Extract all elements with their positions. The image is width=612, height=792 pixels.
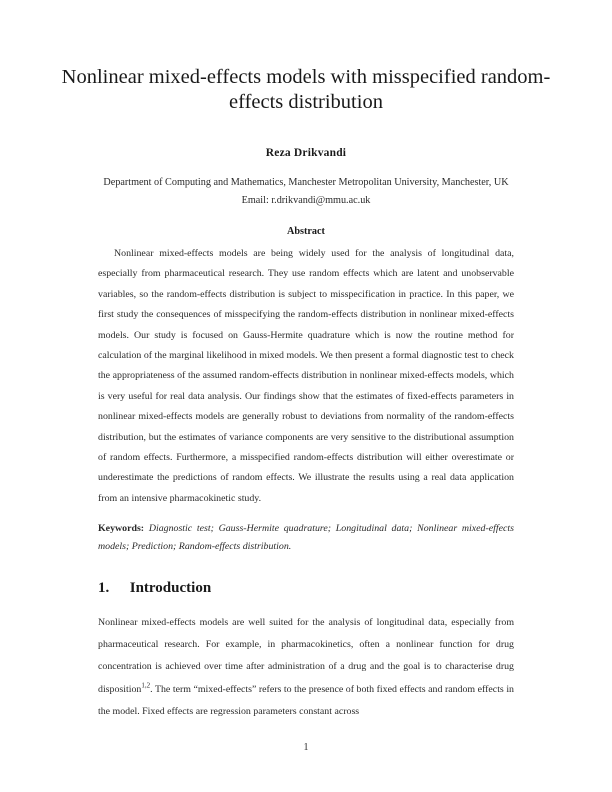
author-name: Reza Drikvandi — [265, 147, 347, 159]
keywords-text: Diagnostic test; Gauss-Hermite quadrature; Longitudinal data; Nonlinear mixed-effects models; Prediction; Random-effects distribution. — [98, 523, 514, 552]
abstract-heading: Abstract — [287, 226, 325, 237]
introduction-paragraph — [98, 612, 514, 723]
intro-text-part-1: Nonlinear mixed-effects models are well suited for the analysis of longitudinal data, especially from pharmaceutical research. For example, in pharmacokinetics, often a nonlinear function for drug concentration is achieved over time after administration of a drug and the goal is to characterise drug disposition — [98, 617, 514, 695]
page-number: 1 — [303, 742, 309, 753]
section-title: Introduction — [129, 580, 212, 596]
keywords — [98, 520, 514, 556]
section-number: 1. — [98, 580, 110, 596]
citation-superscript: 1,2 — [141, 681, 151, 690]
author-affiliation: Department of Computing and Mathematics, Manchester Metropolitan University, Manchester, UK — [103, 177, 509, 188]
abstract-body — [98, 244, 514, 509]
introduction-body — [98, 612, 514, 723]
author-email: Email: r.drikvandi@mmu.ac.uk — [241, 195, 371, 206]
intro-text-part-2: . The term “mixed-effects” refers to the presence of both fixed effects and random effects in the model. Fixed effects are regression parameters constant across — [98, 683, 514, 717]
keywords-label: Keywords: — [98, 523, 145, 534]
paper-title: Nonlinear mixed-effects models with misspecified random-effects distribution — [61, 66, 551, 113]
section-heading-introduction — [98, 580, 211, 597]
abstract-text: Nonlinear mixed-effects models are being widely used for the analysis of longitudinal data, especially from pharmaceutical research. They use random effects which are latent and unobservable variables, so the random-effects distribution is subject to misspecification in practice. In this paper, we first study the consequences of misspecifying the random-effects distribution in nonlinear mixed-effects models. Our study is focused on Gauss-Hermite quadrature which is now the routine method for calculation of the marginal likelihood in mixed models. We then present a formal diagnostic test to check the appropriateness of the assumed random-effects distribution in nonlinear mixed-effects models, which is very useful for real data analysis. Our findings show that the estimates of fixed-effects parameters in nonlinear mixed-effects models are generally robust to deviations from normality of the random-effects distribution, but the estimates of variance components are very sensitive to the distributional assumption of random effects. Furthermore, a misspecified random-effects distribution will either overestimate or underestimate the predictions of random effects. We illustrate the results using a real data application from an intensive pharmacokinetic study. — [98, 248, 514, 504]
